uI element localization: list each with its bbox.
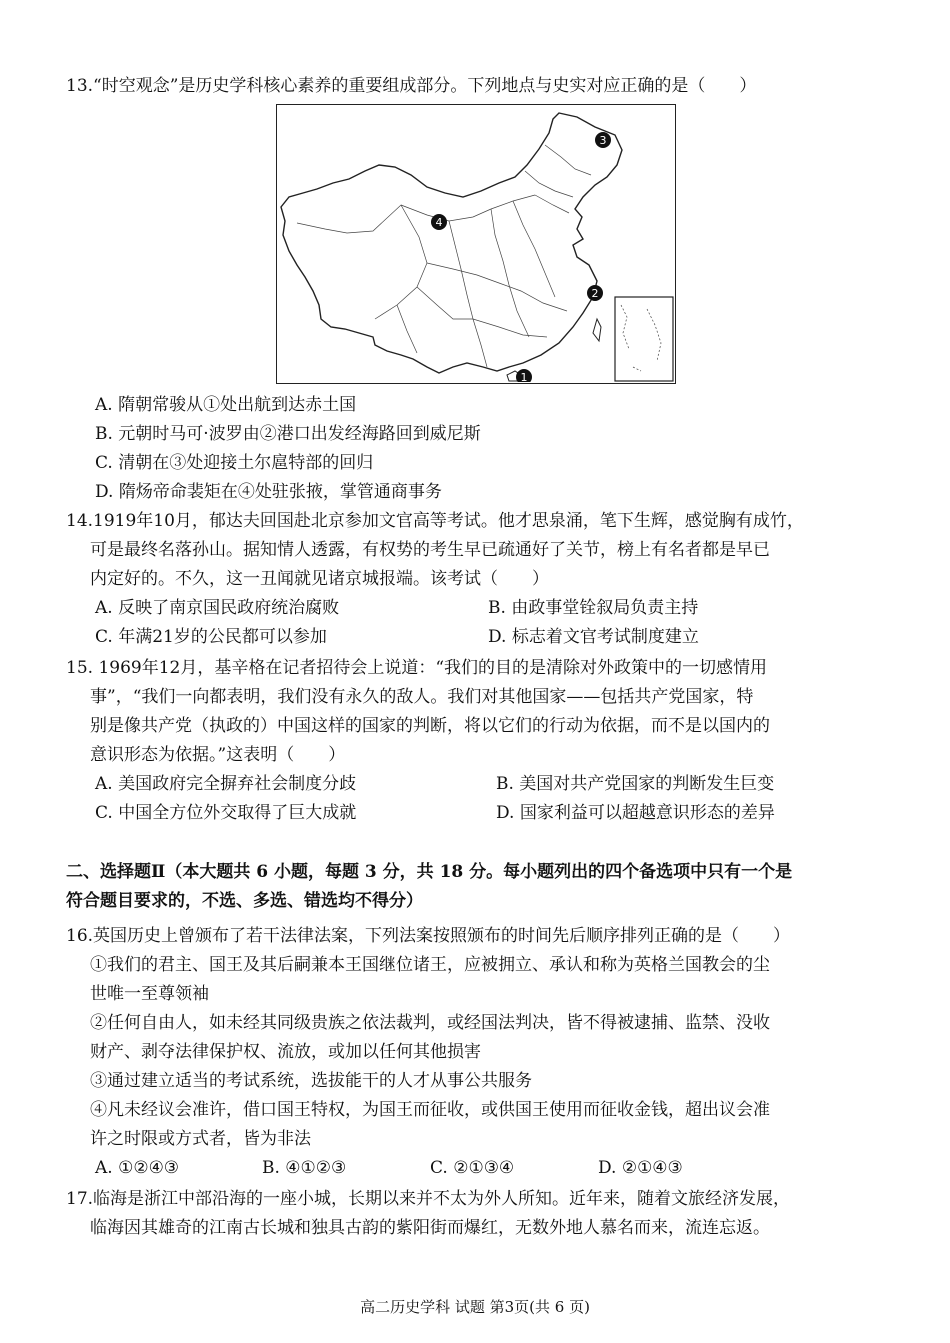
marker-4 bbox=[431, 214, 447, 230]
q15-line-1: 15. 1969年12月，基辛格在记者招待会上说道：“我们的目的是清除对外政策中的一切感情用 bbox=[66, 658, 768, 678]
q16-line-6: ③通过建立适当的考试系统，选拔能干的人才从事公共服务 bbox=[90, 1071, 532, 1091]
q15-option-c[interactable]: C. 中国全方位外交取得了巨大成就 bbox=[95, 803, 357, 823]
q13-option-b[interactable]: B. 元朝时马可·波罗由②港口出发经海路回到威尼斯 bbox=[95, 424, 481, 444]
q14-option-c[interactable]: C. 年满21岁的公民都可以参加 bbox=[95, 627, 327, 647]
q16-line-3: 世唯一至尊领袖 bbox=[90, 984, 209, 1004]
q14-line-1: 14.1919年10月，郁达夫回国赴北京参加文官高等考试。他才思泉涌，笔下生辉，感觉胸有成竹， bbox=[66, 511, 804, 531]
svg-text:4: 4 bbox=[435, 216, 443, 229]
q17-line-2: 临海因其雄奇的江南古长城和独具古韵的紫阳街而爆红，无数外地人慕名而来，流连忘返。 bbox=[90, 1218, 770, 1238]
q16-line-7: ④凡未经议会准许，借口国王特权，为国王而征收，或供国王使用而征收金钱，超出议会准 bbox=[90, 1100, 770, 1120]
q16-line-2: ①我们的君主、国王及其后嗣兼本王国继位诸王，应被拥立、承认和称为英格兰国教会的尘 bbox=[90, 955, 770, 975]
section-2-header-line-1: 二、选择题Ⅱ（本大题共 6 小题，每题 3 分，共 18 分。每小题列出的四个备选项中只有一个是 bbox=[66, 862, 793, 882]
china-map bbox=[276, 104, 676, 384]
q16-line-4: ②任何自由人，如未经其同级贵族之依法裁判，或经国法判决，皆不得被逮捕、监禁、没收 bbox=[90, 1013, 770, 1033]
svg-text:2: 2 bbox=[591, 287, 599, 300]
q16-option-b[interactable]: B. ④①②③ bbox=[262, 1158, 347, 1178]
q13-option-a[interactable]: A. 隋朝常骏从①处出航到达赤土国 bbox=[95, 395, 357, 415]
q15-option-a[interactable]: A. 美国政府完全摒弃社会制度分歧 bbox=[95, 774, 357, 794]
q17-line-1: 17.临海是浙江中部沿海的一座小城，长期以来并不太为外人所知。近年来，随着文旅经济发展， bbox=[66, 1189, 791, 1209]
q15-line-4: 意识形态为依据。”这表明（ ） bbox=[90, 745, 346, 765]
q16-option-c[interactable]: C. ②①③④ bbox=[430, 1158, 515, 1178]
q16-line-1: 16.英国历史上曾颁布了若干法律法案，下列法案按照颁布的时间先后顺序排列正确的是（ ） bbox=[66, 926, 791, 946]
q15-option-d[interactable]: D. 国家利益可以超越意识形态的差异 bbox=[496, 803, 775, 823]
q15-line-2: 事”，“我们一向都表明，我们没有永久的敌人。我们对其他国家——包括共产党国家，特 bbox=[90, 687, 754, 707]
q16-option-a[interactable]: A. ①②④③ bbox=[95, 1158, 180, 1178]
marker-2 bbox=[587, 285, 603, 301]
q14-option-a[interactable]: A. 反映了南京国民政府统治腐败 bbox=[95, 598, 340, 618]
svg-text:1: 1 bbox=[520, 371, 528, 382]
page-footer: 高二历史学科 试题 第3页(共 6 页) bbox=[360, 1298, 590, 1316]
q13-stem: 13.“时空观念”是历史学科核心素养的重要组成部分。下列地点与史实对应正确的是（ ） bbox=[66, 76, 757, 96]
q14-option-b[interactable]: B. 由政事堂铨叙局负责主持 bbox=[488, 598, 699, 618]
q13-option-d[interactable]: D. 隋炀帝命裴矩在④处驻张掖，掌管通商事务 bbox=[95, 482, 442, 502]
q16-line-5: 财产、剥夺法律保护权、流放，或加以任何其他损害 bbox=[90, 1042, 481, 1062]
q16-line-8: 许之时限或方式者，皆为非法 bbox=[90, 1129, 311, 1149]
marker-1 bbox=[516, 369, 532, 382]
marker-3 bbox=[595, 132, 611, 148]
q16-option-d[interactable]: D. ②①④③ bbox=[598, 1158, 683, 1178]
svg-text:3: 3 bbox=[599, 134, 607, 147]
q15-line-3: 别是像共产党（执政的）中国这样的国家的判断，将以它们的行动为依据，而不是以国内的 bbox=[90, 716, 770, 736]
q14-line-3: 内定好的。不久，这一丑闻就见诸京城报端。该考试（ ） bbox=[90, 569, 549, 589]
q13-option-c[interactable]: C. 清朝在③处迎接土尔扈特部的回归 bbox=[95, 453, 374, 473]
q15-option-b[interactable]: B. 美国对共产党国家的判断发生巨变 bbox=[496, 774, 775, 794]
q14-line-2: 可是最终名落孙山。据知情人透露，有权势的考生早已疏通好了关节，榜上有名者都是早已 bbox=[90, 540, 770, 560]
section-2-header-line-2: 符合题目要求的，不选、多选、错选均不得分） bbox=[66, 891, 423, 911]
china-outline-map bbox=[277, 105, 674, 382]
q14-option-d[interactable]: D. 标志着文官考试制度建立 bbox=[488, 627, 699, 647]
